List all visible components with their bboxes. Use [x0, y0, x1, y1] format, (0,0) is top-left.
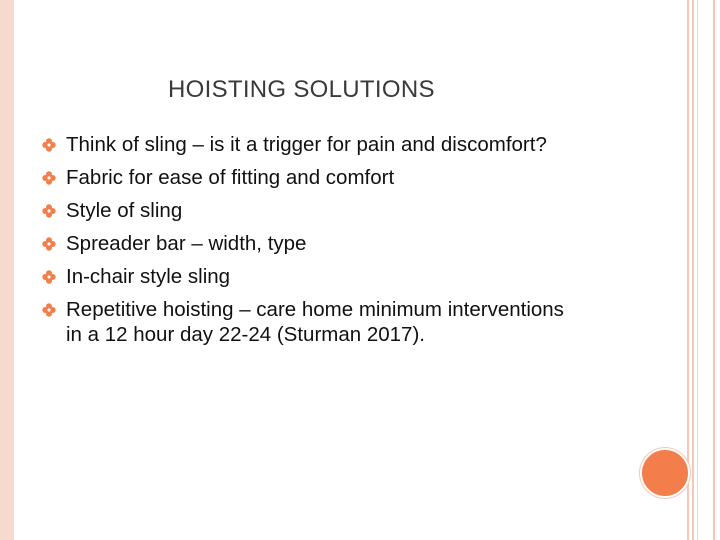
flower-icon: [42, 204, 56, 218]
decorative-circle: [640, 448, 690, 498]
bullet-text: Spreader bar – width, type: [66, 232, 307, 255]
bullet-text: Think of sling – is it a trigger for pain and discomfort?: [66, 133, 547, 156]
slide-title: HOISTING SOLUTIONS: [168, 76, 435, 103]
flower-icon: [42, 171, 56, 185]
flower-icon: [42, 138, 56, 152]
right-border-line: [713, 0, 715, 540]
bullet-list: [42, 132, 582, 355]
left-border-band: [0, 0, 14, 540]
flower-icon: [42, 237, 56, 251]
right-border-line: [692, 0, 694, 540]
bullet-item: [42, 165, 582, 190]
flower-icon: [42, 270, 56, 284]
bullet-text: Repetitive hoisting – care home minimum interventions in a 12 hour day 22-24 (Sturman 2017).: [66, 298, 564, 346]
bullet-text: Style of sling: [66, 199, 183, 222]
bullet-text: In-chair style sling: [66, 265, 231, 288]
bullet-item: [42, 132, 582, 157]
bullet-item: [42, 264, 582, 289]
flower-icon: [42, 303, 56, 317]
right-border-line: [697, 0, 698, 540]
bullet-item: [42, 198, 582, 223]
right-border-line: [687, 0, 689, 540]
bullet-item: [42, 231, 582, 256]
bullet-item: [42, 297, 582, 347]
bullet-text: Fabric for ease of fitting and comfort: [66, 166, 395, 189]
